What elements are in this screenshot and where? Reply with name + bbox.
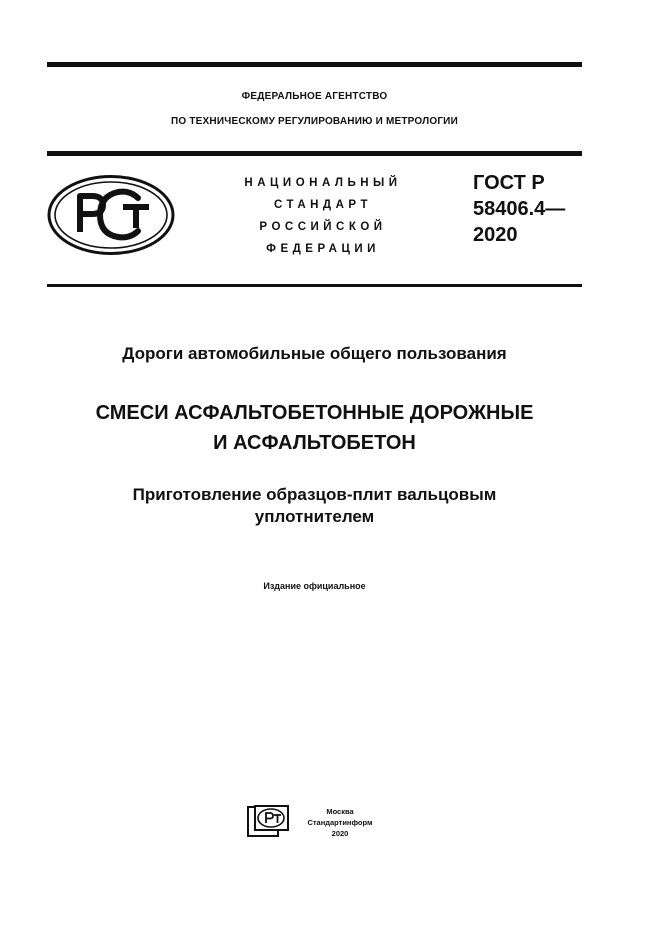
title-line: СМЕСИ АСФАЛЬТОБЕТОННЫЕ ДОРОЖНЫЕ bbox=[95, 402, 534, 424]
agency-line-2: ПО ТЕХНИЧЕСКОМУ РЕГУЛИРОВАНИЮ И МЕТРОЛОГИИ bbox=[171, 116, 458, 127]
agency-line-1: ФЕДЕРАЛЬНОЕ АГЕНТСТВО bbox=[241, 91, 388, 102]
top-rule bbox=[47, 62, 582, 67]
publisher-city: Москва bbox=[326, 807, 354, 816]
natstd-line: НАЦИОНАЛЬНЫЙ bbox=[244, 177, 402, 189]
standard-designation bbox=[473, 170, 565, 248]
publisher-year: 2020 bbox=[331, 829, 349, 838]
title-line: И АСФАЛЬТОБЕТОН bbox=[213, 432, 416, 454]
natstd-line: ФЕДЕРАЦИИ bbox=[266, 243, 380, 255]
part-line: уплотнителем bbox=[254, 507, 375, 526]
standartinform-logo-icon bbox=[247, 805, 289, 837]
designation-rule bbox=[47, 284, 582, 287]
rst-logo-icon bbox=[46, 174, 176, 256]
edition-label: Издание официальное bbox=[263, 581, 366, 591]
national-standard-label bbox=[232, 172, 414, 260]
document-subtitle: Дороги автомобильные общего пользования bbox=[122, 344, 507, 363]
designation-line: 2020 bbox=[473, 224, 518, 246]
document-part-title bbox=[47, 484, 582, 528]
natstd-line: СТАНДАРТ bbox=[274, 199, 372, 211]
publisher-name: Стандартинформ bbox=[307, 818, 373, 827]
natstd-line: РОССИЙСКОЙ bbox=[259, 221, 387, 233]
designation-line: 58406.4— bbox=[473, 198, 566, 220]
designation-line: ГОСТ Р bbox=[473, 172, 545, 194]
document-title bbox=[47, 398, 582, 458]
header-rule bbox=[47, 151, 582, 156]
publisher-block bbox=[305, 806, 375, 839]
part-line: Приготовление образцов-плит вальцовым bbox=[132, 485, 497, 504]
